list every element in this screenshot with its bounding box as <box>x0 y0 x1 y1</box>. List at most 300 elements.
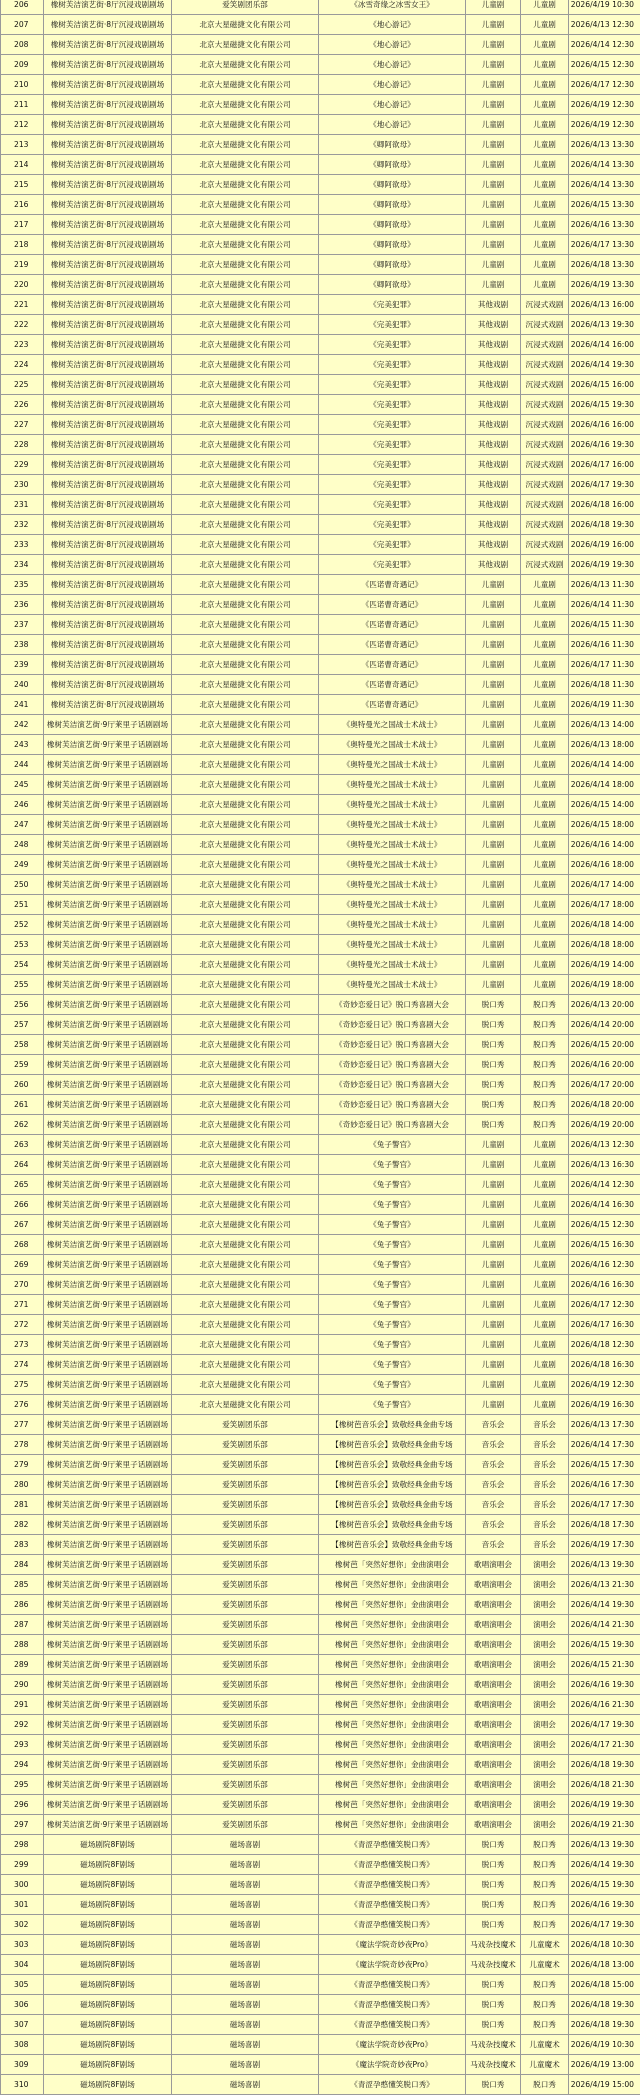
organizer-cell: 磁场喜剧 <box>172 1855 319 1875</box>
datetime-cell: 2026/4/15 12:30 <box>569 1215 640 1235</box>
datetime-cell: 2026/4/15 19:30 <box>569 1635 640 1655</box>
venue-cell: 橡树芙洁演艺街·9厅莱里子话剧剧场 <box>44 1535 172 1555</box>
table-row <box>1 615 640 635</box>
row-index-cell: 221 <box>1 295 44 315</box>
subcategory-cell: 儿童魔术 <box>521 1935 569 1955</box>
table-row <box>1 1315 640 1335</box>
subcategory-cell: 儿童剧 <box>521 35 569 55</box>
datetime-cell: 2026/4/14 11:30 <box>569 595 640 615</box>
venue-cell: 橡树芙洁演艺街·9厅莱里子话剧剧场 <box>44 855 172 875</box>
venue-cell: 橡树芙洁演艺街·8厅沉浸戏剧剧场 <box>44 255 172 275</box>
organizer-cell: 爱笑剧团乐部 <box>172 1755 319 1775</box>
show-title-cell: 《奇妙恋爱日记》脱口秀喜剧大会 <box>319 1075 466 1095</box>
datetime-cell: 2026/4/16 19:30 <box>569 435 640 455</box>
category-cell: 儿童剧 <box>466 815 521 835</box>
datetime-cell: 2026/4/13 21:30 <box>569 1575 640 1595</box>
show-title-cell: 《青涩孕憨懂笑脱口秀》 <box>319 1995 466 2015</box>
venue-cell: 橡树芙洁演艺街·9厅莱里子话剧剧场 <box>44 1655 172 1675</box>
show-title-cell: 《奇妙恋爱日记》脱口秀喜剧大会 <box>319 995 466 1015</box>
datetime-cell: 2026/4/18 13:00 <box>569 1955 640 1975</box>
organizer-cell: 北京大星磁捷文化有限公司 <box>172 395 319 415</box>
show-title-cell: 《青涩孕憨懂笑脱口秀》 <box>319 1915 466 1935</box>
row-index-cell: 231 <box>1 495 44 515</box>
show-title-cell: 《兔子警官》 <box>319 1355 466 1375</box>
venue-cell: 橡树芙洁演艺街·9厅莱里子话剧剧场 <box>44 775 172 795</box>
row-index-cell: 253 <box>1 935 44 955</box>
category-cell: 歌唱演唱会 <box>466 1595 521 1615</box>
organizer-cell: 北京大星磁捷文化有限公司 <box>172 15 319 35</box>
show-title-cell: 《奇妙恋爱日记》脱口秀喜剧大会 <box>319 1015 466 1035</box>
datetime-cell: 2026/4/15 13:30 <box>569 195 640 215</box>
row-index-cell: 218 <box>1 235 44 255</box>
subcategory-cell: 演唱会 <box>521 1715 569 1735</box>
datetime-cell: 2026/4/15 21:30 <box>569 1655 640 1675</box>
subcategory-cell: 儿童剧 <box>521 735 569 755</box>
subcategory-cell: 儿童剧 <box>521 135 569 155</box>
datetime-cell: 2026/4/13 20:00 <box>569 995 640 1015</box>
row-index-cell: 291 <box>1 1695 44 1715</box>
row-index-cell: 266 <box>1 1195 44 1215</box>
show-title-cell: 《奥特曼光之国战士术战士》 <box>319 835 466 855</box>
category-cell: 儿童剧 <box>466 695 521 715</box>
datetime-cell: 2026/4/17 11:30 <box>569 655 640 675</box>
row-index-cell: 220 <box>1 275 44 295</box>
subcategory-cell: 儿童剧 <box>521 1135 569 1155</box>
subcategory-cell: 音乐会 <box>521 1475 569 1495</box>
venue-cell: 橡树芙洁演艺街·9厅莱里子话剧剧场 <box>44 1755 172 1775</box>
venue-cell: 橡树芙洁演艺街·8厅沉浸戏剧剧场 <box>44 455 172 475</box>
row-index-cell: 257 <box>1 1015 44 1035</box>
subcategory-cell: 沉浸式戏剧 <box>521 455 569 475</box>
row-index-cell: 228 <box>1 435 44 455</box>
table-row <box>1 55 640 75</box>
venue-cell: 橡树芙洁演艺街·8厅沉浸戏剧剧场 <box>44 395 172 415</box>
row-index-cell: 215 <box>1 175 44 195</box>
organizer-cell: 北京大星磁捷文化有限公司 <box>172 615 319 635</box>
show-title-cell: 《兔子警官》 <box>319 1315 466 1335</box>
row-index-cell: 272 <box>1 1315 44 1335</box>
organizer-cell: 磁场喜剧 <box>172 1895 319 1915</box>
category-cell: 其他戏剧 <box>466 395 521 415</box>
show-title-cell: 【橡树芭音乐会】致敬经典金曲专场 <box>319 1535 466 1555</box>
show-title-cell: 《奥特曼光之国战士术战士》 <box>319 895 466 915</box>
row-index-cell: 301 <box>1 1895 44 1915</box>
datetime-cell: 2026/4/17 13:30 <box>569 235 640 255</box>
subcategory-cell: 演唱会 <box>521 1655 569 1675</box>
row-index-cell: 209 <box>1 55 44 75</box>
show-title-cell: 橡树芭「突然好想你」金曲演唱会 <box>319 1775 466 1795</box>
category-cell: 其他戏剧 <box>466 435 521 455</box>
datetime-cell: 2026/4/13 16:30 <box>569 1155 640 1175</box>
subcategory-cell: 儿童剧 <box>521 235 569 255</box>
table-row <box>1 1675 640 1695</box>
category-cell: 歌唱演唱会 <box>466 1555 521 1575</box>
category-cell: 歌唱演唱会 <box>466 1675 521 1695</box>
category-cell: 儿童剧 <box>466 115 521 135</box>
table-row <box>1 1815 640 1835</box>
subcategory-cell: 儿童剧 <box>521 1315 569 1335</box>
subcategory-cell: 演唱会 <box>521 1815 569 1835</box>
category-cell: 儿童剧 <box>466 75 521 95</box>
show-title-cell: 《卿阿欲母》 <box>319 235 466 255</box>
show-title-cell: 《青涩孕憨懂笑脱口秀》 <box>319 1855 466 1875</box>
subcategory-cell: 脱口秀 <box>521 2075 569 2095</box>
datetime-cell: 2026/4/19 12:30 <box>569 95 640 115</box>
table-row <box>1 1295 640 1315</box>
datetime-cell: 2026/4/19 12:30 <box>569 115 640 135</box>
category-cell: 儿童剧 <box>466 0 521 15</box>
subcategory-cell: 儿童剧 <box>521 1275 569 1295</box>
datetime-cell: 2026/4/16 16:30 <box>569 1275 640 1295</box>
category-cell: 音乐会 <box>466 1535 521 1555</box>
category-cell: 儿童剧 <box>466 795 521 815</box>
venue-cell: 橡树芙洁演艺街·9厅莱里子话剧剧场 <box>44 1275 172 1295</box>
row-index-cell: 287 <box>1 1615 44 1635</box>
category-cell: 儿童剧 <box>466 235 521 255</box>
table-row <box>1 735 640 755</box>
show-title-cell: 《奇妙恋爱日记》脱口秀喜剧大会 <box>319 1035 466 1055</box>
show-title-cell: 《地心游记》 <box>319 115 466 135</box>
category-cell: 儿童剧 <box>466 895 521 915</box>
datetime-cell: 2026/4/19 13:30 <box>569 275 640 295</box>
category-cell: 儿童剧 <box>466 675 521 695</box>
venue-cell: 橡树芙洁演艺街·9厅莱里子话剧剧场 <box>44 975 172 995</box>
subcategory-cell: 儿童剧 <box>521 195 569 215</box>
row-index-cell: 283 <box>1 1535 44 1555</box>
datetime-cell: 2026/4/15 19:30 <box>569 395 640 415</box>
venue-cell: 磁场剧院8F剧场 <box>44 1835 172 1855</box>
category-cell: 其他戏剧 <box>466 315 521 335</box>
row-index-cell: 247 <box>1 815 44 835</box>
category-cell: 脱口秀 <box>466 1115 521 1135</box>
table-row <box>1 1495 640 1515</box>
subcategory-cell: 脱口秀 <box>521 1055 569 1075</box>
subcategory-cell: 儿童剧 <box>521 755 569 775</box>
datetime-cell: 2026/4/13 11:30 <box>569 575 640 595</box>
organizer-cell: 爱笑剧团乐部 <box>172 1575 319 1595</box>
row-index-cell: 261 <box>1 1095 44 1115</box>
organizer-cell: 北京大星磁捷文化有限公司 <box>172 1335 319 1355</box>
row-index-cell: 258 <box>1 1035 44 1055</box>
organizer-cell: 爱笑剧团乐部 <box>172 0 319 15</box>
category-cell: 马戏杂技魔术 <box>466 2055 521 2075</box>
subcategory-cell: 儿童剧 <box>521 95 569 115</box>
organizer-cell: 北京大星磁捷文化有限公司 <box>172 635 319 655</box>
datetime-cell: 2026/4/17 12:30 <box>569 1295 640 1315</box>
organizer-cell: 北京大星磁捷文化有限公司 <box>172 1275 319 1295</box>
organizer-cell: 北京大星磁捷文化有限公司 <box>172 1035 319 1055</box>
category-cell: 音乐会 <box>466 1515 521 1535</box>
organizer-cell: 北京大星磁捷文化有限公司 <box>172 1355 319 1375</box>
organizer-cell: 爱笑剧团乐部 <box>172 1695 319 1715</box>
show-title-cell: 《奇妙恋爱日记》脱口秀喜剧大会 <box>319 1115 466 1135</box>
row-index-cell: 308 <box>1 2035 44 2055</box>
category-cell: 脱口秀 <box>466 1855 521 1875</box>
venue-cell: 橡树芙洁演艺街·8厅沉浸戏剧剧场 <box>44 155 172 175</box>
subcategory-cell: 儿童剧 <box>521 1235 569 1255</box>
venue-cell: 橡树芙洁演艺街·8厅沉浸戏剧剧场 <box>44 615 172 635</box>
organizer-cell: 北京大星磁捷文化有限公司 <box>172 35 319 55</box>
subcategory-cell: 音乐会 <box>521 1455 569 1475</box>
category-cell: 歌唱演唱会 <box>466 1695 521 1715</box>
category-cell: 儿童剧 <box>466 1315 521 1335</box>
category-cell: 儿童剧 <box>466 915 521 935</box>
venue-cell: 橡树芙洁演艺街·9厅莱里子话剧剧场 <box>44 1095 172 1115</box>
category-cell: 儿童剧 <box>466 275 521 295</box>
datetime-cell: 2026/4/15 19:30 <box>569 1875 640 1895</box>
show-title-cell: 《兔子警官》 <box>319 1155 466 1175</box>
table-row <box>1 1515 640 1535</box>
datetime-cell: 2026/4/14 12:30 <box>569 1175 640 1195</box>
datetime-cell: 2026/4/13 13:30 <box>569 135 640 155</box>
table-row <box>1 495 640 515</box>
organizer-cell: 北京大星磁捷文化有限公司 <box>172 215 319 235</box>
subcategory-cell: 演唱会 <box>521 1795 569 1815</box>
row-index-cell: 242 <box>1 715 44 735</box>
subcategory-cell: 儿童剧 <box>521 1175 569 1195</box>
table-row <box>1 1335 640 1355</box>
category-cell: 歌唱演唱会 <box>466 1735 521 1755</box>
show-title-cell: 橡树芭「突然好想你」金曲演唱会 <box>319 1635 466 1655</box>
row-index-cell: 268 <box>1 1235 44 1255</box>
organizer-cell: 爱笑剧团乐部 <box>172 1435 319 1455</box>
table-row <box>1 955 640 975</box>
datetime-cell: 2026/4/19 16:00 <box>569 535 640 555</box>
category-cell: 脱口秀 <box>466 1035 521 1055</box>
table-row <box>1 1695 640 1715</box>
subcategory-cell: 儿童剧 <box>521 615 569 635</box>
row-index-cell: 299 <box>1 1855 44 1875</box>
organizer-cell: 磁场喜剧 <box>172 2035 319 2055</box>
venue-cell: 橡树芙洁演艺街·9厅莱里子话剧剧场 <box>44 1395 172 1415</box>
organizer-cell: 北京大星磁捷文化有限公司 <box>172 375 319 395</box>
venue-cell: 橡树芙洁演艺街·8厅沉浸戏剧剧场 <box>44 315 172 335</box>
subcategory-cell: 脱口秀 <box>521 1835 569 1855</box>
datetime-cell: 2026/4/15 16:30 <box>569 1235 640 1255</box>
category-cell: 儿童剧 <box>466 715 521 735</box>
subcategory-cell: 儿童剧 <box>521 695 569 715</box>
row-index-cell: 294 <box>1 1755 44 1775</box>
organizer-cell: 北京大星磁捷文化有限公司 <box>172 355 319 375</box>
subcategory-cell: 演唱会 <box>521 1775 569 1795</box>
row-index-cell: 210 <box>1 75 44 95</box>
venue-cell: 橡树芙洁演艺街·8厅沉浸戏剧剧场 <box>44 215 172 235</box>
datetime-cell: 2026/4/19 21:30 <box>569 1815 640 1835</box>
organizer-cell: 北京大星磁捷文化有限公司 <box>172 995 319 1015</box>
table-row <box>1 555 640 575</box>
category-cell: 儿童剧 <box>466 615 521 635</box>
table-row <box>1 1595 640 1615</box>
table-row <box>1 1535 640 1555</box>
subcategory-cell: 演唱会 <box>521 1555 569 1575</box>
table-row <box>1 1655 640 1675</box>
venue-cell: 橡树芙洁演艺街·9厅莱里子话剧剧场 <box>44 1495 172 1515</box>
row-index-cell: 269 <box>1 1255 44 1275</box>
organizer-cell: 爱笑剧团乐部 <box>172 1735 319 1755</box>
datetime-cell: 2026/4/19 19:30 <box>569 1795 640 1815</box>
organizer-cell: 北京大星磁捷文化有限公司 <box>172 575 319 595</box>
show-title-cell: 【橡树芭音乐会】致敬经典金曲专场 <box>319 1455 466 1475</box>
venue-cell: 橡树芙洁演艺街·8厅沉浸戏剧剧场 <box>44 675 172 695</box>
organizer-cell: 北京大星磁捷文化有限公司 <box>172 195 319 215</box>
category-cell: 儿童剧 <box>466 1135 521 1155</box>
organizer-cell: 北京大星磁捷文化有限公司 <box>172 675 319 695</box>
datetime-cell: 2026/4/19 16:30 <box>569 1395 640 1415</box>
venue-cell: 橡树芙洁演艺街·9厅莱里子话剧剧场 <box>44 995 172 1015</box>
organizer-cell: 北京大星磁捷文化有限公司 <box>172 1295 319 1315</box>
show-title-cell: 【橡树芭音乐会】致敬经典金曲专场 <box>319 1515 466 1535</box>
organizer-cell: 北京大星磁捷文化有限公司 <box>172 435 319 455</box>
table-row <box>1 135 640 155</box>
category-cell: 脱口秀 <box>466 1995 521 2015</box>
table-row <box>1 1895 640 1915</box>
organizer-cell: 北京大星磁捷文化有限公司 <box>172 115 319 135</box>
subcategory-cell: 沉浸式戏剧 <box>521 315 569 335</box>
venue-cell: 橡树芙洁演艺街·8厅沉浸戏剧剧场 <box>44 135 172 155</box>
row-index-cell: 271 <box>1 1295 44 1315</box>
venue-cell: 橡树芙洁演艺街·9厅莱里子话剧剧场 <box>44 1415 172 1435</box>
organizer-cell: 北京大星磁捷文化有限公司 <box>172 1215 319 1235</box>
table-row <box>1 1775 640 1795</box>
venue-cell: 橡树芙洁演艺街·8厅沉浸戏剧剧场 <box>44 695 172 715</box>
table-row <box>1 1835 640 1855</box>
venue-cell: 橡树芙洁演艺街·8厅沉浸戏剧剧场 <box>44 375 172 395</box>
venue-cell: 磁场剧院8F剧场 <box>44 1855 172 1875</box>
row-index-cell: 245 <box>1 775 44 795</box>
category-cell: 儿童剧 <box>466 1215 521 1235</box>
venue-cell: 橡树芙洁演艺街·8厅沉浸戏剧剧场 <box>44 195 172 215</box>
venue-cell: 橡树芙洁演艺街·9厅莱里子话剧剧场 <box>44 1675 172 1695</box>
row-index-cell: 273 <box>1 1335 44 1355</box>
category-cell: 儿童剧 <box>466 1175 521 1195</box>
subcategory-cell: 沉浸式戏剧 <box>521 515 569 535</box>
subcategory-cell: 儿童剧 <box>521 595 569 615</box>
datetime-cell: 2026/4/17 12:30 <box>569 75 640 95</box>
show-title-cell: 《匹诺曹奇遇记》 <box>319 575 466 595</box>
row-index-cell: 244 <box>1 755 44 775</box>
organizer-cell: 北京大星磁捷文化有限公司 <box>172 715 319 735</box>
subcategory-cell: 脱口秀 <box>521 1995 569 2015</box>
show-title-cell: 《卿阿欲母》 <box>319 135 466 155</box>
venue-cell: 橡树芙洁演艺街·8厅沉浸戏剧剧场 <box>44 495 172 515</box>
datetime-cell: 2026/4/17 19:30 <box>569 475 640 495</box>
row-index-cell: 211 <box>1 95 44 115</box>
subcategory-cell: 儿童剧 <box>521 875 569 895</box>
datetime-cell: 2026/4/19 20:00 <box>569 1115 640 1135</box>
row-index-cell: 302 <box>1 1915 44 1935</box>
row-index-cell: 250 <box>1 875 44 895</box>
venue-cell: 磁场剧院8F剧场 <box>44 1955 172 1975</box>
category-cell: 脱口秀 <box>466 1835 521 1855</box>
datetime-cell: 2026/4/19 17:30 <box>569 1535 640 1555</box>
category-cell: 儿童剧 <box>466 175 521 195</box>
show-title-cell: 《魔法学院奇妙夜Pro》 <box>319 2055 466 2075</box>
datetime-cell: 2026/4/19 11:30 <box>569 695 640 715</box>
subcategory-cell: 儿童剧 <box>521 955 569 975</box>
subcategory-cell: 演唱会 <box>521 1695 569 1715</box>
venue-cell: 橡树芙洁演艺街·9厅莱里子话剧剧场 <box>44 1015 172 1035</box>
venue-cell: 橡树芙洁演艺街·9厅莱里子话剧剧场 <box>44 735 172 755</box>
category-cell: 儿童剧 <box>466 835 521 855</box>
organizer-cell: 北京大星磁捷文化有限公司 <box>172 75 319 95</box>
table-row <box>1 515 640 535</box>
category-cell: 脱口秀 <box>466 1075 521 1095</box>
venue-cell: 橡树芙洁演艺街·9厅莱里子话剧剧场 <box>44 1175 172 1195</box>
venue-cell: 橡树芙洁演艺街·8厅沉浸戏剧剧场 <box>44 295 172 315</box>
show-title-cell: 《兔子警官》 <box>319 1175 466 1195</box>
show-title-cell: 橡树芭「突然好想你」金曲演唱会 <box>319 1655 466 1675</box>
table-row <box>1 455 640 475</box>
show-title-cell: 《兔子警官》 <box>319 1395 466 1415</box>
datetime-cell: 2026/4/17 17:30 <box>569 1495 640 1515</box>
subcategory-cell: 脱口秀 <box>521 2015 569 2035</box>
datetime-cell: 2026/4/16 19:30 <box>569 1675 640 1695</box>
organizer-cell: 北京大星磁捷文化有限公司 <box>172 315 319 335</box>
venue-cell: 橡树芙洁演艺街·9厅莱里子话剧剧场 <box>44 1515 172 1535</box>
show-title-cell: 《奥特曼光之国战士术战士》 <box>319 755 466 775</box>
organizer-cell: 北京大星磁捷文化有限公司 <box>172 475 319 495</box>
subcategory-cell: 儿童剧 <box>521 975 569 995</box>
venue-cell: 橡树芙洁演艺街·9厅莱里子话剧剧场 <box>44 1615 172 1635</box>
table-row <box>1 1115 640 1135</box>
category-cell: 脱口秀 <box>466 1095 521 1115</box>
show-title-cell: 《奥特曼光之国战士术战士》 <box>319 715 466 735</box>
venue-cell: 橡树芙洁演艺街·9厅莱里子话剧剧场 <box>44 1035 172 1055</box>
venue-cell: 橡树芙洁演艺街·8厅沉浸戏剧剧场 <box>44 235 172 255</box>
category-cell: 歌唱演唱会 <box>466 1715 521 1735</box>
table-row <box>1 935 640 955</box>
category-cell: 儿童剧 <box>466 575 521 595</box>
show-title-cell: 《完美犯罪》 <box>319 515 466 535</box>
row-index-cell: 239 <box>1 655 44 675</box>
table-row <box>1 875 640 895</box>
subcategory-cell: 音乐会 <box>521 1535 569 1555</box>
row-index-cell: 305 <box>1 1975 44 1995</box>
row-index-cell: 249 <box>1 855 44 875</box>
venue-cell: 橡树芙洁演艺街·8厅沉浸戏剧剧场 <box>44 335 172 355</box>
subcategory-cell: 儿童剧 <box>521 635 569 655</box>
venue-cell: 橡树芙洁演艺街·8厅沉浸戏剧剧场 <box>44 115 172 135</box>
venue-cell: 磁场剧院8F剧场 <box>44 1935 172 1955</box>
row-index-cell: 282 <box>1 1515 44 1535</box>
row-index-cell: 259 <box>1 1055 44 1075</box>
datetime-cell: 2026/4/14 19:30 <box>569 355 640 375</box>
show-title-cell: 《完美犯罪》 <box>319 415 466 435</box>
subcategory-cell: 沉浸式戏剧 <box>521 555 569 575</box>
venue-cell: 橡树芙洁演艺街·9厅莱里子话剧剧场 <box>44 1555 172 1575</box>
datetime-cell: 2026/4/18 16:30 <box>569 1355 640 1375</box>
table-row <box>1 1015 640 1035</box>
datetime-cell: 2026/4/13 16:00 <box>569 295 640 315</box>
table-row <box>1 295 640 315</box>
show-title-cell: 《魔法学院奇妙夜Pro》 <box>319 1955 466 1975</box>
row-index-cell: 262 <box>1 1115 44 1135</box>
venue-cell: 橡树芙洁演艺街·9厅莱里子话剧剧场 <box>44 835 172 855</box>
category-cell: 其他戏剧 <box>466 375 521 395</box>
category-cell: 儿童剧 <box>466 1375 521 1395</box>
table-row <box>1 815 640 835</box>
subcategory-cell: 脱口秀 <box>521 1095 569 1115</box>
datetime-cell: 2026/4/15 18:00 <box>569 815 640 835</box>
table-row <box>1 75 640 95</box>
venue-cell: 橡树芙洁演艺街·9厅莱里子话剧剧场 <box>44 1595 172 1615</box>
organizer-cell: 爱笑剧团乐部 <box>172 1715 319 1735</box>
row-index-cell: 285 <box>1 1575 44 1595</box>
row-index-cell: 206 <box>1 0 44 15</box>
subcategory-cell: 脱口秀 <box>521 1035 569 1055</box>
organizer-cell: 磁场喜剧 <box>172 2015 319 2035</box>
subcategory-cell: 演唱会 <box>521 1595 569 1615</box>
